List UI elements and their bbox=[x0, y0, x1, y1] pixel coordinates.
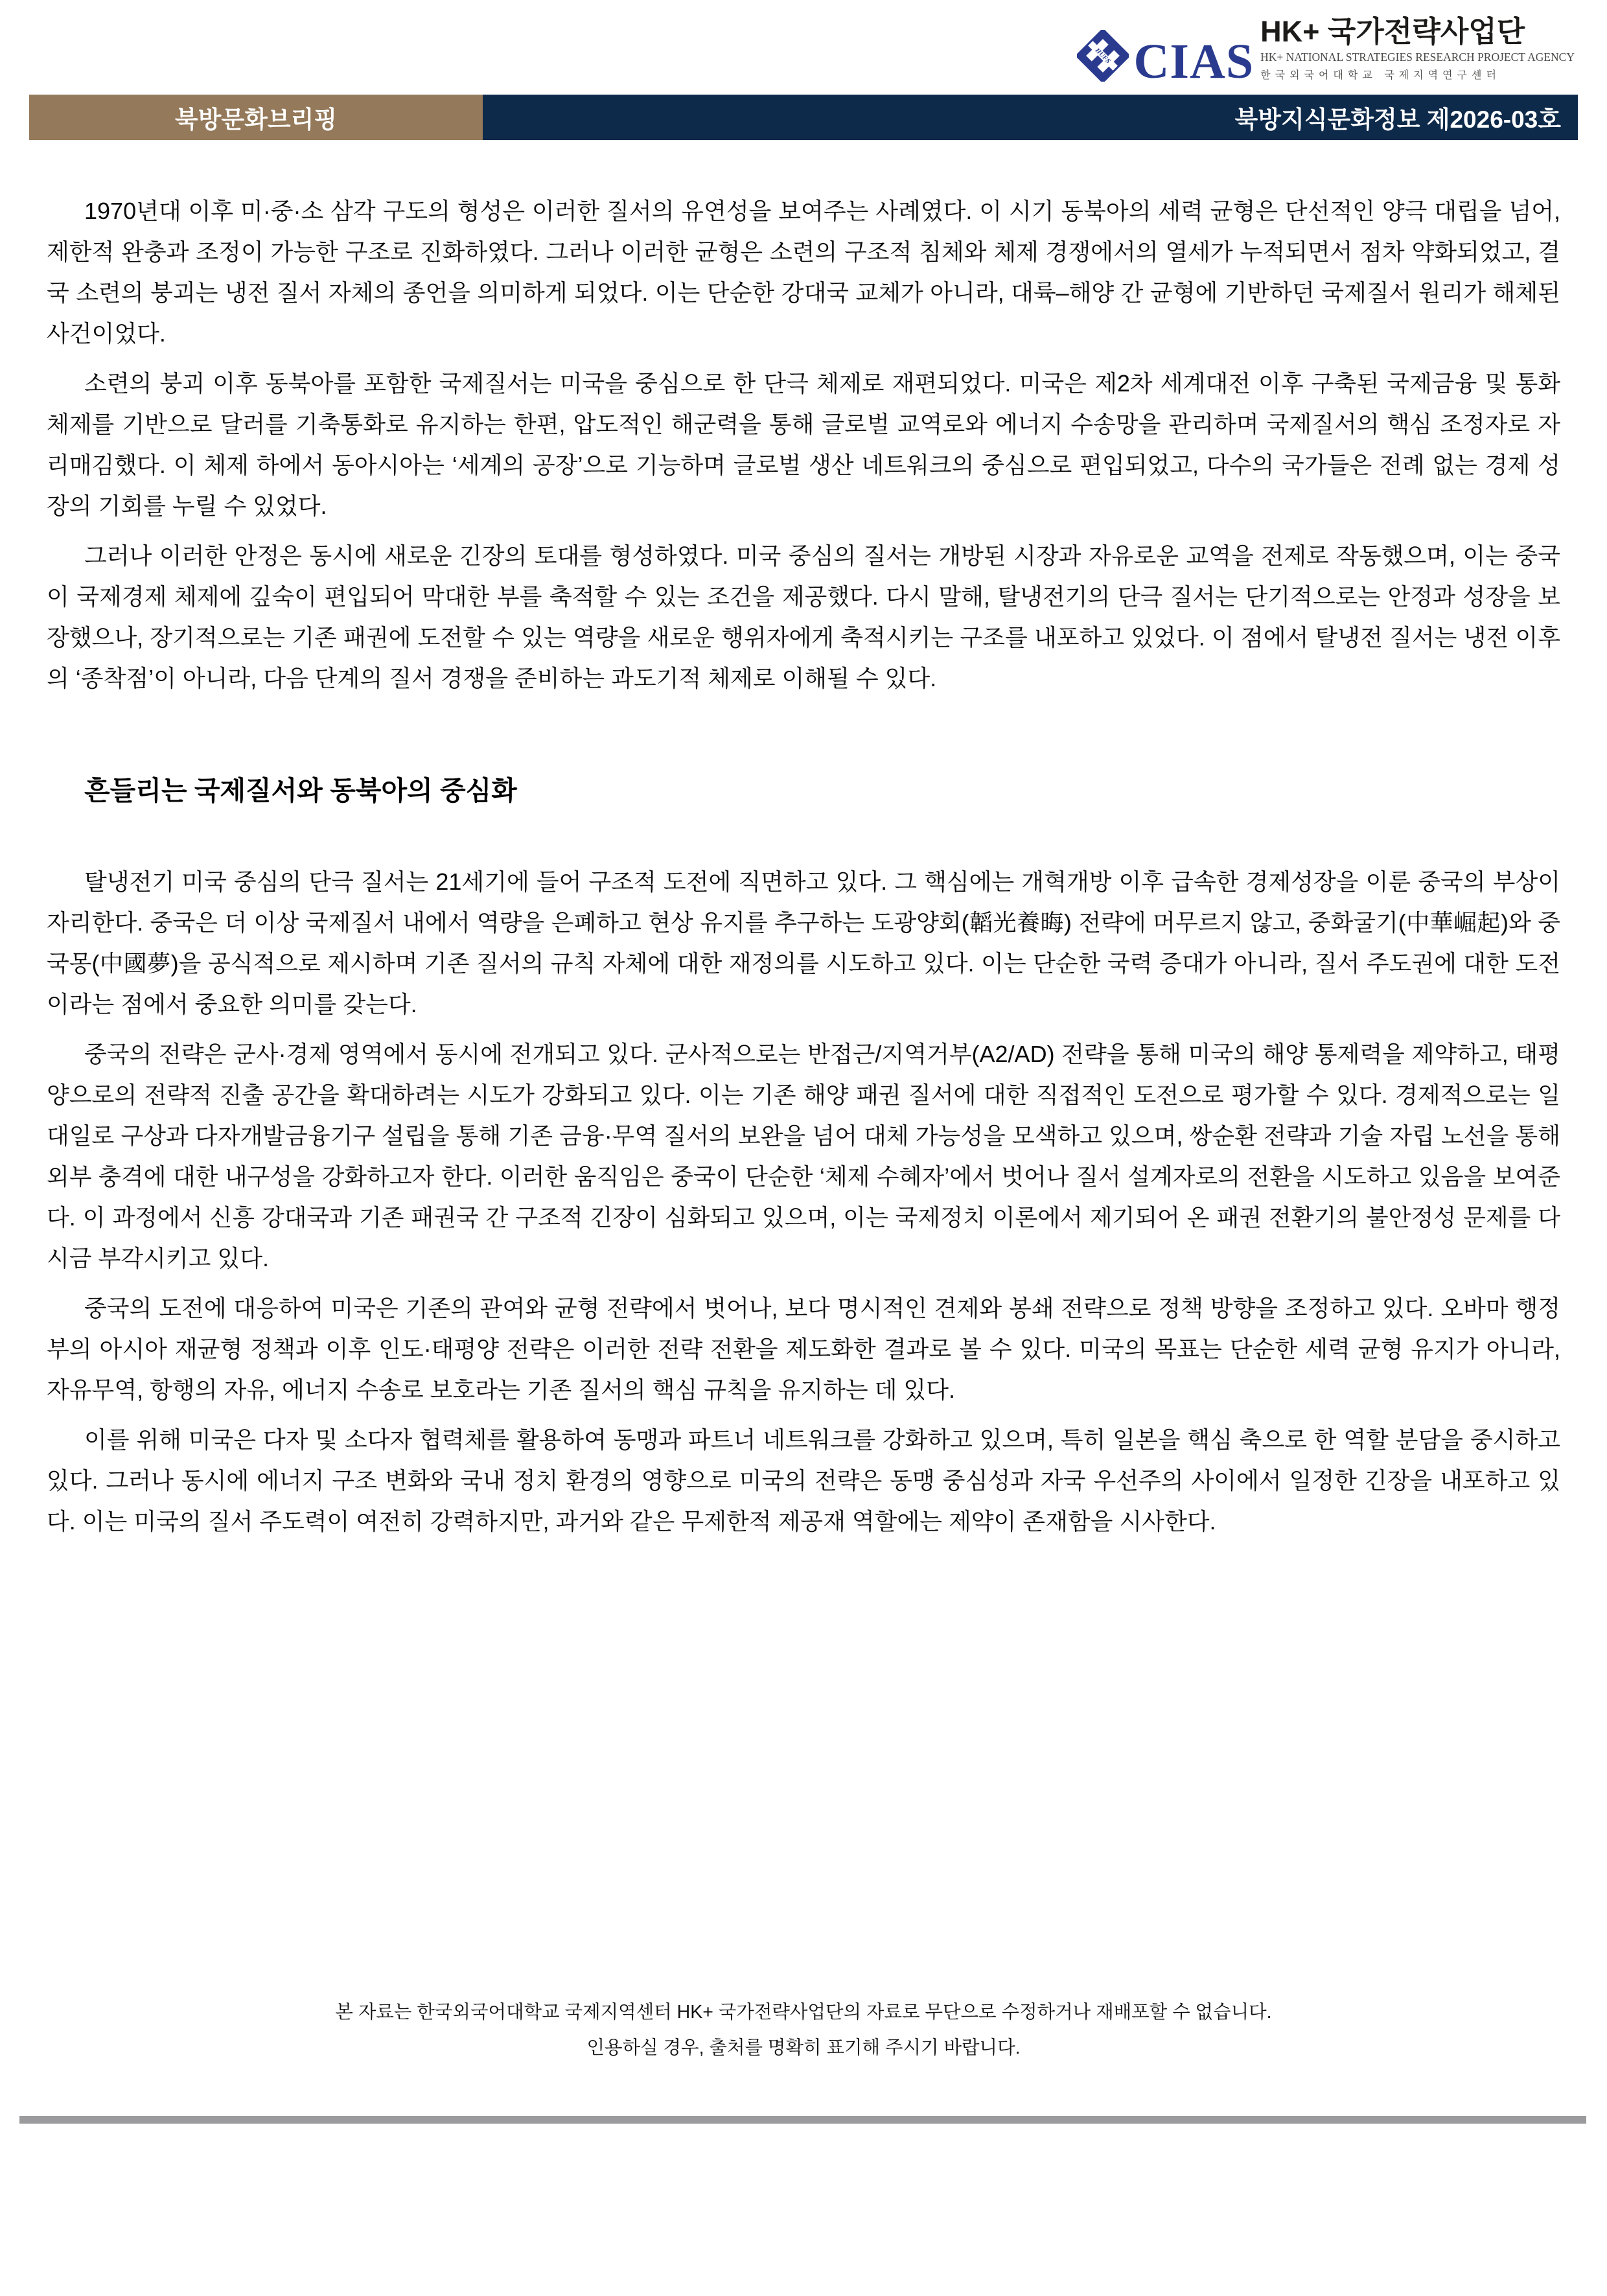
section-heading: 흔들리는 국제질서와 동북아의 중심화 bbox=[84, 776, 517, 806]
paragraph-6: 중국의 도전에 대응하여 미국은 기존의 관여와 균형 전략에서 벗어나, 보다 명시적인 견제와 봉쇄 전략으로 정책 방향을 조정하고 있다. 오바마 행정부의 아시아 재균형 정책과 이후 인도·태평양 전략은 이러한 전략 전환을 제도화한 결과로 볼 수 있다. 미국의 목표는 단순한 세력 균형 유지가 아니라, 자유무역, 항행의 자유, 에너지 수송로 보호라는 기존 질서의 핵심 규칙을 유지하는 데 있다. bbox=[47, 1295, 1560, 1404]
org-name-block bbox=[1260, 17, 1575, 82]
article-body bbox=[47, 191, 1560, 1542]
logo-row bbox=[0, 0, 1607, 89]
footer-line-2: 인용하실 경우, 출처를 명확히 표기해 주시기 바랍니다. bbox=[586, 2037, 1021, 2058]
header-bar bbox=[29, 95, 1578, 140]
paragraph-3: 그러나 이러한 안정은 동시에 새로운 긴장의 토대를 형성하였다. 미국 중심의 질서는 개방된 시장과 자유로운 교역을 전제로 작동했으며, 이는 중국이 국제경제 체제에 깊숙이 편입되어 막대한 부를 축적할 수 있는 조건을 제공했다. 다시 말해, 탈냉전기의 단극 질서는 단기적으로는 안정과 성장을 보장했으나, 장기적으로는 기존 패권에 도전할 수 있는 역량을 새로운 행위자에게 축적시키는 구조를 내포하고 있었다. 이 점에서 탈냉전 질서는 냉전 이후의 ‘종착점’이 아니라, 다음 단계의 질서 경쟁을 준비하는 과도기적 체제로 이해될 수 있다. bbox=[47, 542, 1560, 691]
paragraph-7: 이를 위해 미국은 다자 및 소다자 협력체를 활용하여 동맹과 파트너 네트워크를 강화하고 있으며, 특히 일본을 핵심 축으로 한 역할 분담을 중시하고 있다. 그러나 동시에 에너지 구조 변화와 국내 정치 환경의 영향으로 미국의 전략은 동맹 중심성과 자국 우선주의 사이에서 일정한 긴장을 내포하고 있다. 이는 미국의 질서 주도력이 여전히 강력하지만, 과거와 같은 무제한적 제공재 역할에는 제약이 존재함을 시사한다. bbox=[47, 1426, 1560, 1535]
bottom-divider-bar bbox=[19, 2116, 1586, 2124]
footer-notice bbox=[0, 1995, 1607, 2066]
hufs-knot-icon bbox=[1077, 30, 1129, 82]
paragraph-4: 탈냉전기 미국 중심의 단극 질서는 21세기에 들어 구조적 도전에 직면하고 있다. 그 핵심에는 개혁개방 이후 급속한 경제성장을 이룬 중국의 부상이 자리한다. 중국은 더 이상 국제질서 내에서 역량을 은폐하고 현상 유지를 추구하는 도광양회(韜光養晦) 전략에 머무르지 않고, 중화굴기(中華崛起)와 중국몽(中國夢)을 공식적으로 제시하며 기존 질서의 규칙 자체에 대한 재정의를 시도하고 있다. 이는 단순한 국력 증대가 아니라, 질서 주도권에 대한 도전이라는 점에서 중요한 의미를 갖는다. bbox=[47, 868, 1560, 1018]
cias-logo bbox=[1077, 15, 1575, 89]
paragraph-1: 1970년대 이후 미·중·소 삼각 구도의 형성은 이러한 질서의 유연성을 보여주는 사례였다. 이 시기 동북아의 세력 균형은 단선적인 양극 대립을 넘어, 제한적 완충과 조정이 가능한 구조로 진화하였다. 그러나 이러한 균형은 소련의 구조적 침체와 체제 경쟁에서의 열세가 누적되면서 점차 약화되었고, 결국 소련의 붕괴는 냉전 질서 자체의 종언을 의미하게 되었다. 이는 단순한 강대국 교체가 아니라, 대륙–해양 간 균형에 기반하던 국제질서 원리가 해체된 사건이었다. bbox=[47, 198, 1560, 347]
org-subtitle-en: HK+ NATIONAL STRATEGIES RESEARCH PROJECT AGENCY bbox=[1260, 51, 1575, 64]
cias-wordmark: CIAS bbox=[1133, 34, 1254, 89]
paragraph-2: 소련의 붕괴 이후 동북아를 포함한 국제질서는 미국을 중심으로 한 단극 체제로 재편되었다. 미국은 제2차 세계대전 이후 구축된 국제금융 및 통화 체제를 기반으로 달러를 기축통화로 유지하는 한편, 압도적인 해군력을 통해 글로벌 교역로와 에너지 수송망을 관리하며 국제질서의 핵심 조정자로 자리매김했다. 이 체제 하에서 동아시아는 ‘세계의 공장’으로 기능하며 글로벌 생산 네트워크의 중심으로 편입되었고, 다수의 국가들은 전례 없는 경제 성장의 기회를 누릴 수 있었다. bbox=[47, 370, 1560, 519]
org-title: HK+ 국가전략사업단 bbox=[1260, 15, 1525, 48]
org-subtitle-ko: 한국외국어대학교 국제지역연구센터 bbox=[1260, 70, 1501, 81]
footer-line-1: 본 자료는 한국외국어대학교 국제지역센터 HK+ 국가전략사업단의 자료로 무단으로 수정하거나 재배포할 수 없습니다. bbox=[335, 2002, 1272, 2023]
paragraph-5: 중국의 전략은 군사·경제 영역에서 동시에 전개되고 있다. 군사적으로는 반접근/지역거부(A2/AD) 전략을 통해 미국의 해양 통제력을 제약하고, 태평양으로의 전략적 진출 공간을 확대하려는 시도가 강화되고 있다. 이는 기존 해양 패권 질서에 대한 직접적인 도전으로 평가할 수 있다. 경제적으로는 일대일로 구상과 다자개발금융기구 설립을 통해 기존 금융·무역 질서의 보완을 넘어 대체 가능성을 모색하고 있으며, 쌍순환 전략과 기술 자립 노선을 통해 외부 충격에 대한 내구성을 강화하고자 한다. 이러한 움직임은 중국이 단순한 ‘체제 수혜자’에서 벗어나 질서 설계자로의 전환을 시도하고 있음을 보여준다. 이 과정에서 신흥 강대국과 기존 패권국 간 구조적 긴장이 심화되고 있으며, 이는 국제정치 이론에서 제기되어 온 패권 전환기의 불안정성 문제를 다시금 부각시키고 있다. bbox=[47, 1041, 1560, 1272]
svg-text:HUFS: HUFS bbox=[1093, 47, 1111, 65]
header-right-label: 북방지식문화정보 제2026-03호 bbox=[483, 95, 1578, 140]
header-left-label: 북방문화브리핑 bbox=[29, 95, 483, 140]
